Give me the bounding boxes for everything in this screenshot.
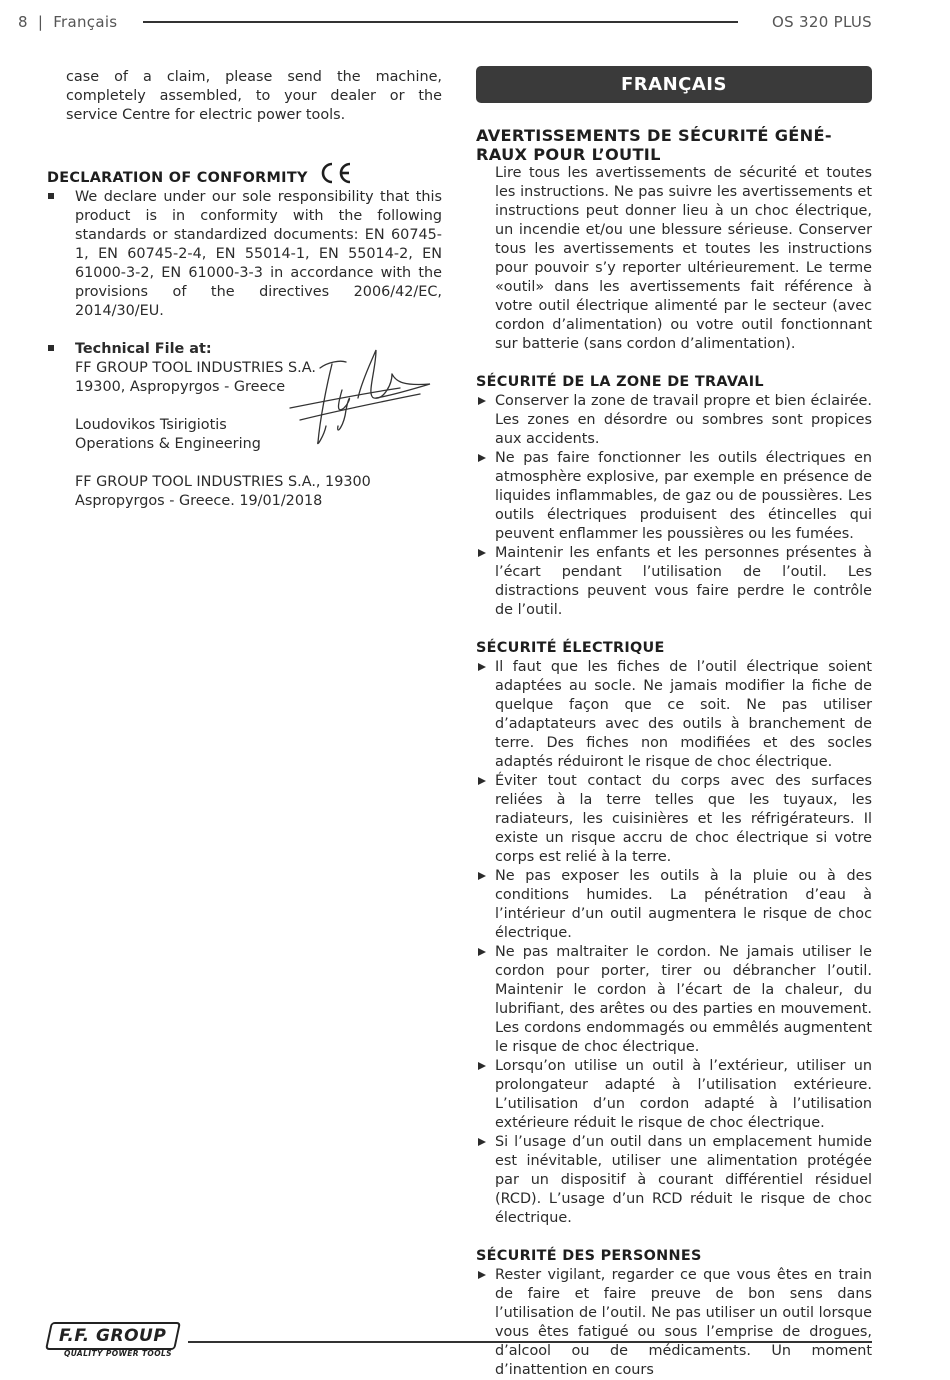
bullet-triangle-icon [478,454,486,462]
list-item-text: Maintenir les enfants et les personnes présentes à l’écart pendant l’utilisation de l’outil. Les distractions peuvent vous faire perdre le contrôle de l’outil. [495,545,872,618]
section-heading-personal: SÉCURITÉ DES PERSONNES [476,1248,702,1264]
footer-address-line-2: Aspropyrgos - Greece. 19/01/2018 [75,493,323,509]
bullet-square-icon [48,345,54,351]
section-heading-work-area: SÉCURITÉ DE LA ZONE DE TRAVAIL [476,374,764,390]
work-area-list [476,392,872,620]
logo-tagline: QUALITY POWER TOOLS [64,1349,172,1358]
list-item-text: Ne pas faire fonctionner les outils électriques en atmosphère explosive, par exemple en présence de liquides inflammables, de gaz ou de poussières. Les outils électriques produisent des étincelles qui peuvent enflammer les poussières ou les fumées. [495,450,872,542]
header-separator: | [37,13,44,31]
list-item-text: Si l’usage d’un outil dans un emplacement humide est inévitable, utiliser une alimentation protégée par un dispositif à courant différentiel résiduel (RCD). L’usage d’un RCD réduit le risque de choc électrique. [495,1134,872,1226]
signer-name: Loudovikos Tsirigiotis [75,417,227,433]
ce-mark-icon [317,161,353,185]
bullet-triangle-icon [478,1271,486,1279]
list-item [476,1266,872,1380]
bullet-triangle-icon [478,663,486,671]
address-line-1: FF GROUP TOOL INDUSTRIES S.A. [75,360,316,376]
list-item [476,867,872,943]
personal-list [476,1266,872,1380]
declaration-heading-text: DECLARATION OF CONFORMITY [47,170,308,186]
electrical-list [476,658,872,1228]
list-item-text: Ne pas exposer les outils à la pluie ou à des conditions humides. La pénétration d’eau à l’intérieur d’un outil augmentera le risque de choc électrique. [495,868,872,941]
list-item [47,188,442,321]
bullet-triangle-icon [478,1062,486,1070]
list-item [476,1057,872,1133]
list-item [476,392,872,449]
list-item [476,1133,872,1228]
bullet-square-icon [48,193,54,199]
list-item [476,658,872,772]
ff-group-logo [48,1322,176,1358]
page-header [18,13,117,31]
list-item [476,544,872,620]
technical-file-label: Technical File at: [75,341,212,357]
bullet-triangle-icon [478,872,486,880]
list-item-text: Ne pas maltraiter le cordon. Ne jamais utiliser le cordon pour porter, tirer ou débrancher l’outil. Maintenir le cordon à l’écart de la chaleur, du lubrifiant, des arêtes ou des parties en mouvement. Les cordons endommagés ou emmêlés augmentent le risque de choc électrique. [495,944,872,1055]
list-item-text: Lorsqu’on utilise un outil à l’extérieur, utiliser un prolongateur adapté à l’utilisation extérieure. L’utilisation d’un cordon adapté à l’utilisation extérieure réduit le risque de choc électrique. [495,1058,872,1131]
list-item-text: Conserver la zone de travail propre et bien éclairée. Les zones en désordre ou sombres sont propices aux accidents. [495,393,872,447]
signer-role: Operations & Engineering [75,436,261,452]
bullet-triangle-icon [478,1138,486,1146]
footer-address-line-1: FF GROUP TOOL INDUSTRIES S.A., 19300 [75,474,371,490]
logo-text: F.F. GROUP [59,1326,167,1346]
model-name: OS 320 PLUS [772,13,872,31]
bullet-triangle-icon [478,948,486,956]
main-heading-line-2: RAUX POUR L’OUTIL [476,145,661,164]
right-column [476,66,872,1380]
list-item-text: Il faut que les fiches de l’outil électrique soient adaptées au socle. Ne jamais modifier la fiche de quelque façon que ce soit. Ne pas utiliser d’adaptateurs avec des outils à branchement de terre. Des fiches non modifiées et des socles adaptés réduiront le risque de choc électrique. [495,659,872,770]
bullet-triangle-icon [478,777,486,785]
intro-paragraph: Lire tous les avertissements de sécurité et toutes les instructions. Ne pas suivre les avertissements et instructions peut donner lieu à un choc électrique, un incendie et/ou une blessure sérieuse. Conserver tous les avertissements et toutes les instructions pour pouvoir s’y reporter ultérieurement. Le terme «outil» dans les avertissements fait référence à votre outil électrique alimenté par le secteur (avec cordon d’alimentation) ou votre outil fonctionnant sur batterie (sans cordon d’alimentation). [495,165,872,352]
section-heading-electrical: SÉCURITÉ ÉLECTRIQUE [476,640,665,656]
list-item [476,449,872,544]
bullet-triangle-icon [478,549,486,557]
declaration-heading [47,161,442,188]
list-item [476,943,872,1057]
logo-box [45,1322,181,1350]
language-banner: FRANÇAIS [476,66,872,103]
warranty-intro: case of a claim, please send the machine, completely assembled, to your dealer or the service Centre for electric power tools. [66,69,442,123]
declaration-text: We declare under our sole responsibility that this product is in conformity with the following standards or standardized documents: EN 60745-1, EN 60745-2-4, EN 55014-1, EN 55014-2, EN 61000-3-2, EN 61000-3-3 in accordance with the provisions of the directives 2006/42/EC, 2014/30/EU. [75,189,442,319]
list-item-text: Rester vigilant, regarder ce que vous êtes en train de faire et faire preuve de bon sens dans l’utilisation de l’outil. Ne pas utiliser un outil lorsque vous êtes fatigué ou sous l’emprise de drogues, d’alcool ou de médicaments. Un moment d’inattention en cours [495,1267,872,1378]
signature-image [280,340,440,450]
list-item-text: Éviter tout contact du corps avec des surfaces reliées à la terre telles que les tuyaux, les radiateurs, les cuisinières et les réfrigérateurs. Il existe un risque accru de choc électrique si votre corps est relié à la terre. [495,773,872,865]
declaration-list [47,188,442,321]
main-heading [476,126,872,164]
list-item [476,772,872,867]
address-line-2: 19300, Aspropyrgos - Greece [75,379,286,395]
page-number: 8 [18,13,28,31]
bullet-triangle-icon [478,397,486,405]
header-rule [143,21,738,23]
footer-rule [188,1341,872,1343]
main-heading-line-1: AVERTISSEMENTS DE SÉCURITÉ GÉNÉ- [476,126,832,145]
header-language: Français [53,13,118,31]
